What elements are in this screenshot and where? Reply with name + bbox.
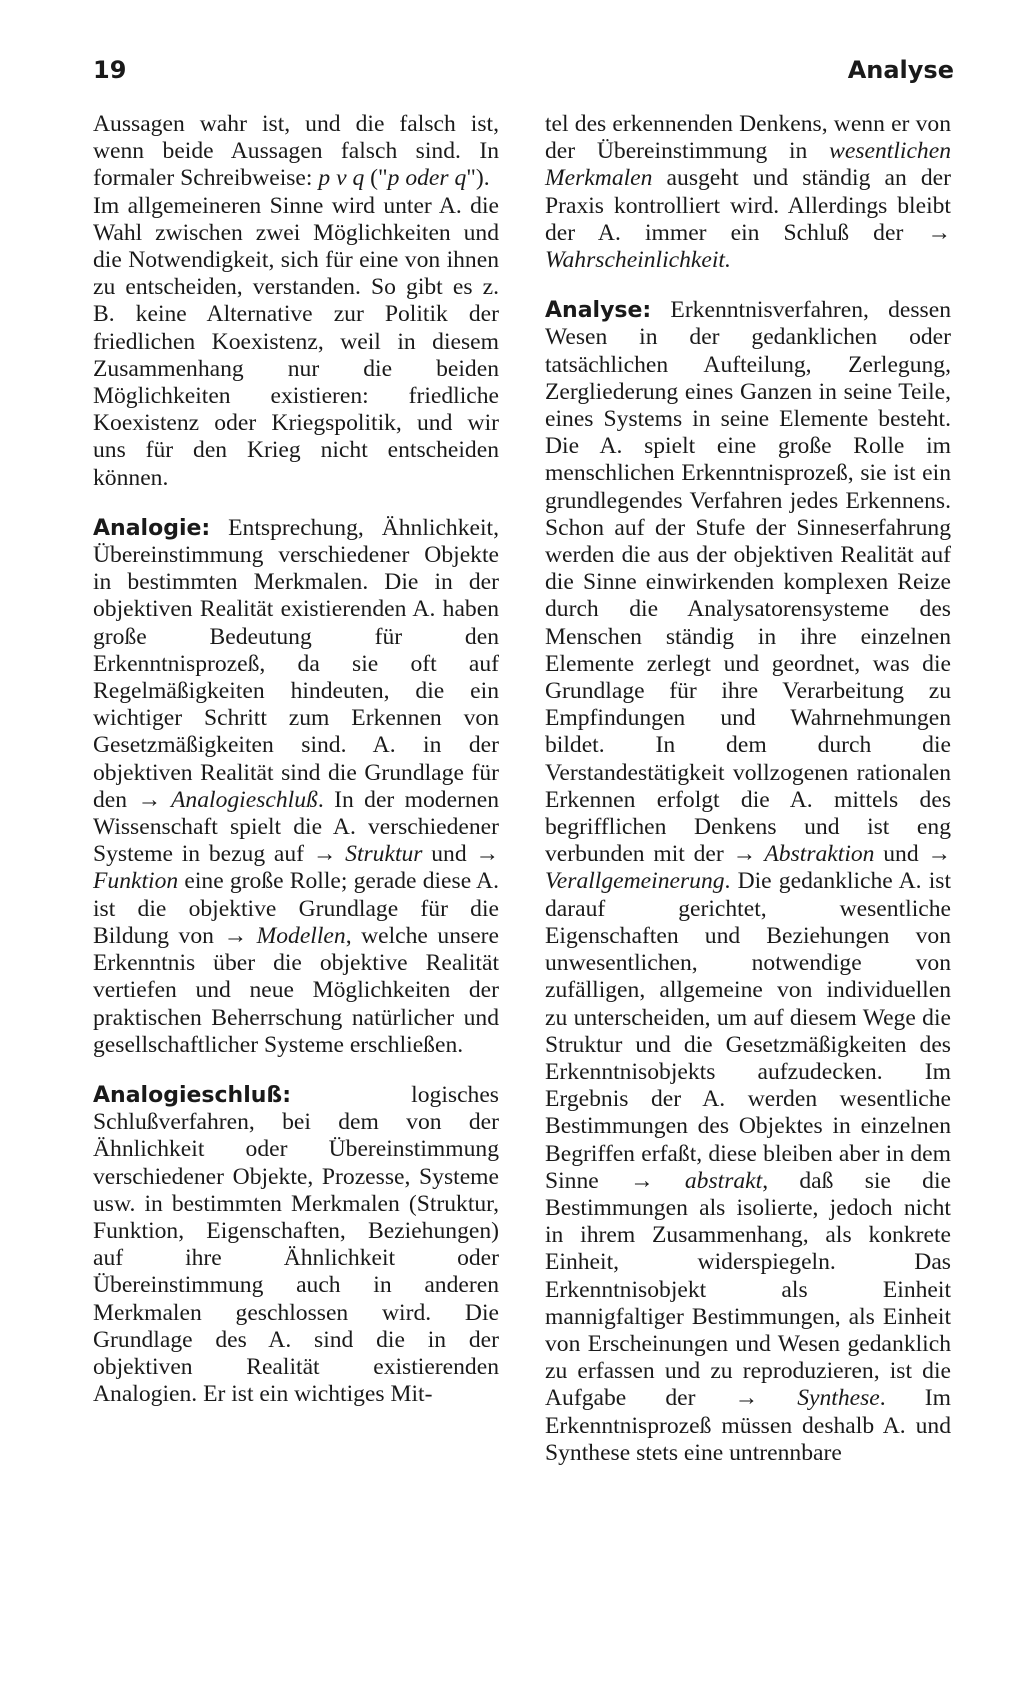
cross-reference: → Modellen bbox=[223, 922, 346, 949]
page-header bbox=[93, 56, 954, 92]
alternative-continuation bbox=[93, 111, 499, 193]
entry-analyse bbox=[545, 297, 951, 1467]
formula-reading: p oder q bbox=[387, 165, 467, 192]
cross-reference: → Synthese bbox=[734, 1385, 880, 1412]
cross-reference: → Verallgemeinerung bbox=[545, 841, 951, 895]
text-span: logisches Schlußverfahren, bei dem von der Ähnlichkeit oder Übereinstimmung verschiedener Objekte, Prozesse, Systeme usw. in bestimmten Merkmalen (Struktur, Funktion, Eigenschaften, Beziehungen) auf ihre Ähnlichkeit oder Übereinstimmung auch in anderen Merkmalen geschlossen wird. Die Grundlage des A. sind die in der objektiven Realität existierenden Analogien. Er ist ein wichtiges Mit- bbox=[93, 1081, 499, 1408]
text-span: Erkenntnisverfahren, dessen Wesen in der gedanklichen oder tatsächlichen Aufteilung, Zerlegung, Zergliederung eines Ganzen in seine Teile, eines Systems in seine Elemente besteht. Die A. spielt eine große Rolle im menschlichen Erkenntnisprozeß, sie ist ein grundlegendes Verfahren jedes Erkennens. Schon auf der Stufe der Sinneserfahrung werden die aus der objektiven Realität auf die Sinne einwirkenden komplexen Reize durch die Analysatorensysteme des Menschen ständig in ihre einzelnen Elemente zerlegt und geordnet, was die Grundlage für ihre Verarbeitung zu Empfindungen und Wahrnehmungen bildet. In dem durch die Verstandestätigkeit vollzogenen rationalen Erkennen erfolgt die A. mittels des begrifflichen Denkens und ist eng verbunden mit der bbox=[545, 297, 951, 868]
text-span: . Im Erkenntnisprozeß müssen deshalb A. und Synthese stets eine untrennbare bbox=[545, 1385, 951, 1466]
emphasis: wesentlichen Merkmalen bbox=[545, 138, 951, 192]
cross-reference: → Abstraktion bbox=[732, 841, 875, 868]
entry-analogie bbox=[93, 515, 499, 1059]
text-span: Entsprechung, Ähnlichkeit, Übereinstimmung verschiedener Objekte in bestimmten Merkmalen. Die in der objektiven Realität existierenden A. haben große Bedeutung für den Erkenntnisprozeß, da sie oft auf Regelmäßigkeiten hindeuten, die ein wichtiger Schritt zum Erkennen von Gesetzmäßigkeiten sind. A. in der objektiven Realität sind die Grundlage für den bbox=[93, 514, 499, 813]
right-column bbox=[545, 111, 951, 1467]
analogieschluss-continuation bbox=[545, 111, 951, 274]
running-head: Analyse bbox=[847, 56, 954, 84]
alternative-continuation-2: Im allgemeineren Sinne wird unter A. die Wahl zwischen zwei Möglichkeiten und die Notwendigkeit, sich für eine von ihnen zu entscheiden, verstanden. So gibt es z. B. keine Alternative zur Politik der friedlichen Koexistenz, weil in diesem Zusammenhang nur die beiden Möglichkeiten existieren: friedliche Koexistenz oder Kriegspolitik, und wir uns für den Krieg nicht entscheiden können. bbox=[93, 192, 499, 491]
entry-analogieschluss bbox=[93, 1082, 499, 1408]
text-span: und bbox=[874, 841, 928, 868]
cross-reference: → Wahrscheinlichkeit. bbox=[545, 219, 951, 274]
text-span: . Die gedankliche A. ist darauf gerichtet, wesentliche Eigenschaften und Beziehungen von unwesentlichen, notwendige von zufälligen, allgemeine von individuellen zu unterscheiden, um auf diesem Wege die Struktur und die Gesetzmäßigkeiten des Erkenntnisobjekts aufzudecken. Im Ergebnis der A. werden wesentliche Bestimmungen des Objektes in einzelnen Begriffen erfaßt, diese bleiben aber in dem Sinne bbox=[545, 868, 951, 1194]
text-span: tel des erkennenden Denkens, wenn er von der Übereinstimmung in bbox=[545, 111, 951, 165]
formula: p v q bbox=[318, 165, 365, 192]
text-span: (" bbox=[364, 165, 388, 192]
text-span: ausgeht und ständig an der Praxis kontrolliert wird. Allerdings bleibt der A. immer ein Schluß der bbox=[545, 165, 951, 246]
cross-reference: → Analogieschluß bbox=[137, 786, 318, 813]
left-column bbox=[93, 111, 499, 1408]
cross-reference: → Funktion bbox=[93, 841, 499, 895]
lemma-analyse: Analyse: bbox=[545, 298, 652, 324]
text-span: "). bbox=[466, 165, 490, 192]
text-span: . In der modernen Wissenschaft spielt die A. verschiedener Systeme in bezug auf bbox=[93, 786, 499, 868]
text-span: eine große Rolle; gerade diese A. ist die objektive Grundlage für die Bildung von bbox=[93, 868, 499, 949]
page-number: 19 bbox=[93, 56, 127, 84]
text-span: und bbox=[422, 841, 476, 868]
text-span: , welche unsere Erkenntnis über die objektive Realität vertiefen und neue Möglichkeiten der praktischen Beherrschung natürlicher und gesellschaftlicher Systeme erschließen. bbox=[93, 922, 499, 1058]
lemma-analogieschluss: Analogieschluß: bbox=[93, 1082, 292, 1108]
lemma-analogie: Analogie: bbox=[93, 515, 211, 541]
text-span: , daß sie die Bestimmungen als isolierte, jedoch nicht in ihrem Zusammenhang, als konkrete Einheit, widerspiegeln. Das Erkenntnisobjekt als Einheit mannigfaltiger Bestimmungen, als Einheit von Erscheinungen und Wesen gedanklich zu erfassen und zu reproduzieren, ist die Aufgabe der bbox=[545, 1167, 951, 1412]
cross-reference: → Struktur bbox=[312, 841, 423, 868]
text-span: Aussagen wahr ist, und die falsch ist, wenn beide Aussagen falsch sind. In formaler Schreibweise: bbox=[93, 111, 499, 192]
cross-reference: → abstrakt bbox=[630, 1167, 763, 1194]
